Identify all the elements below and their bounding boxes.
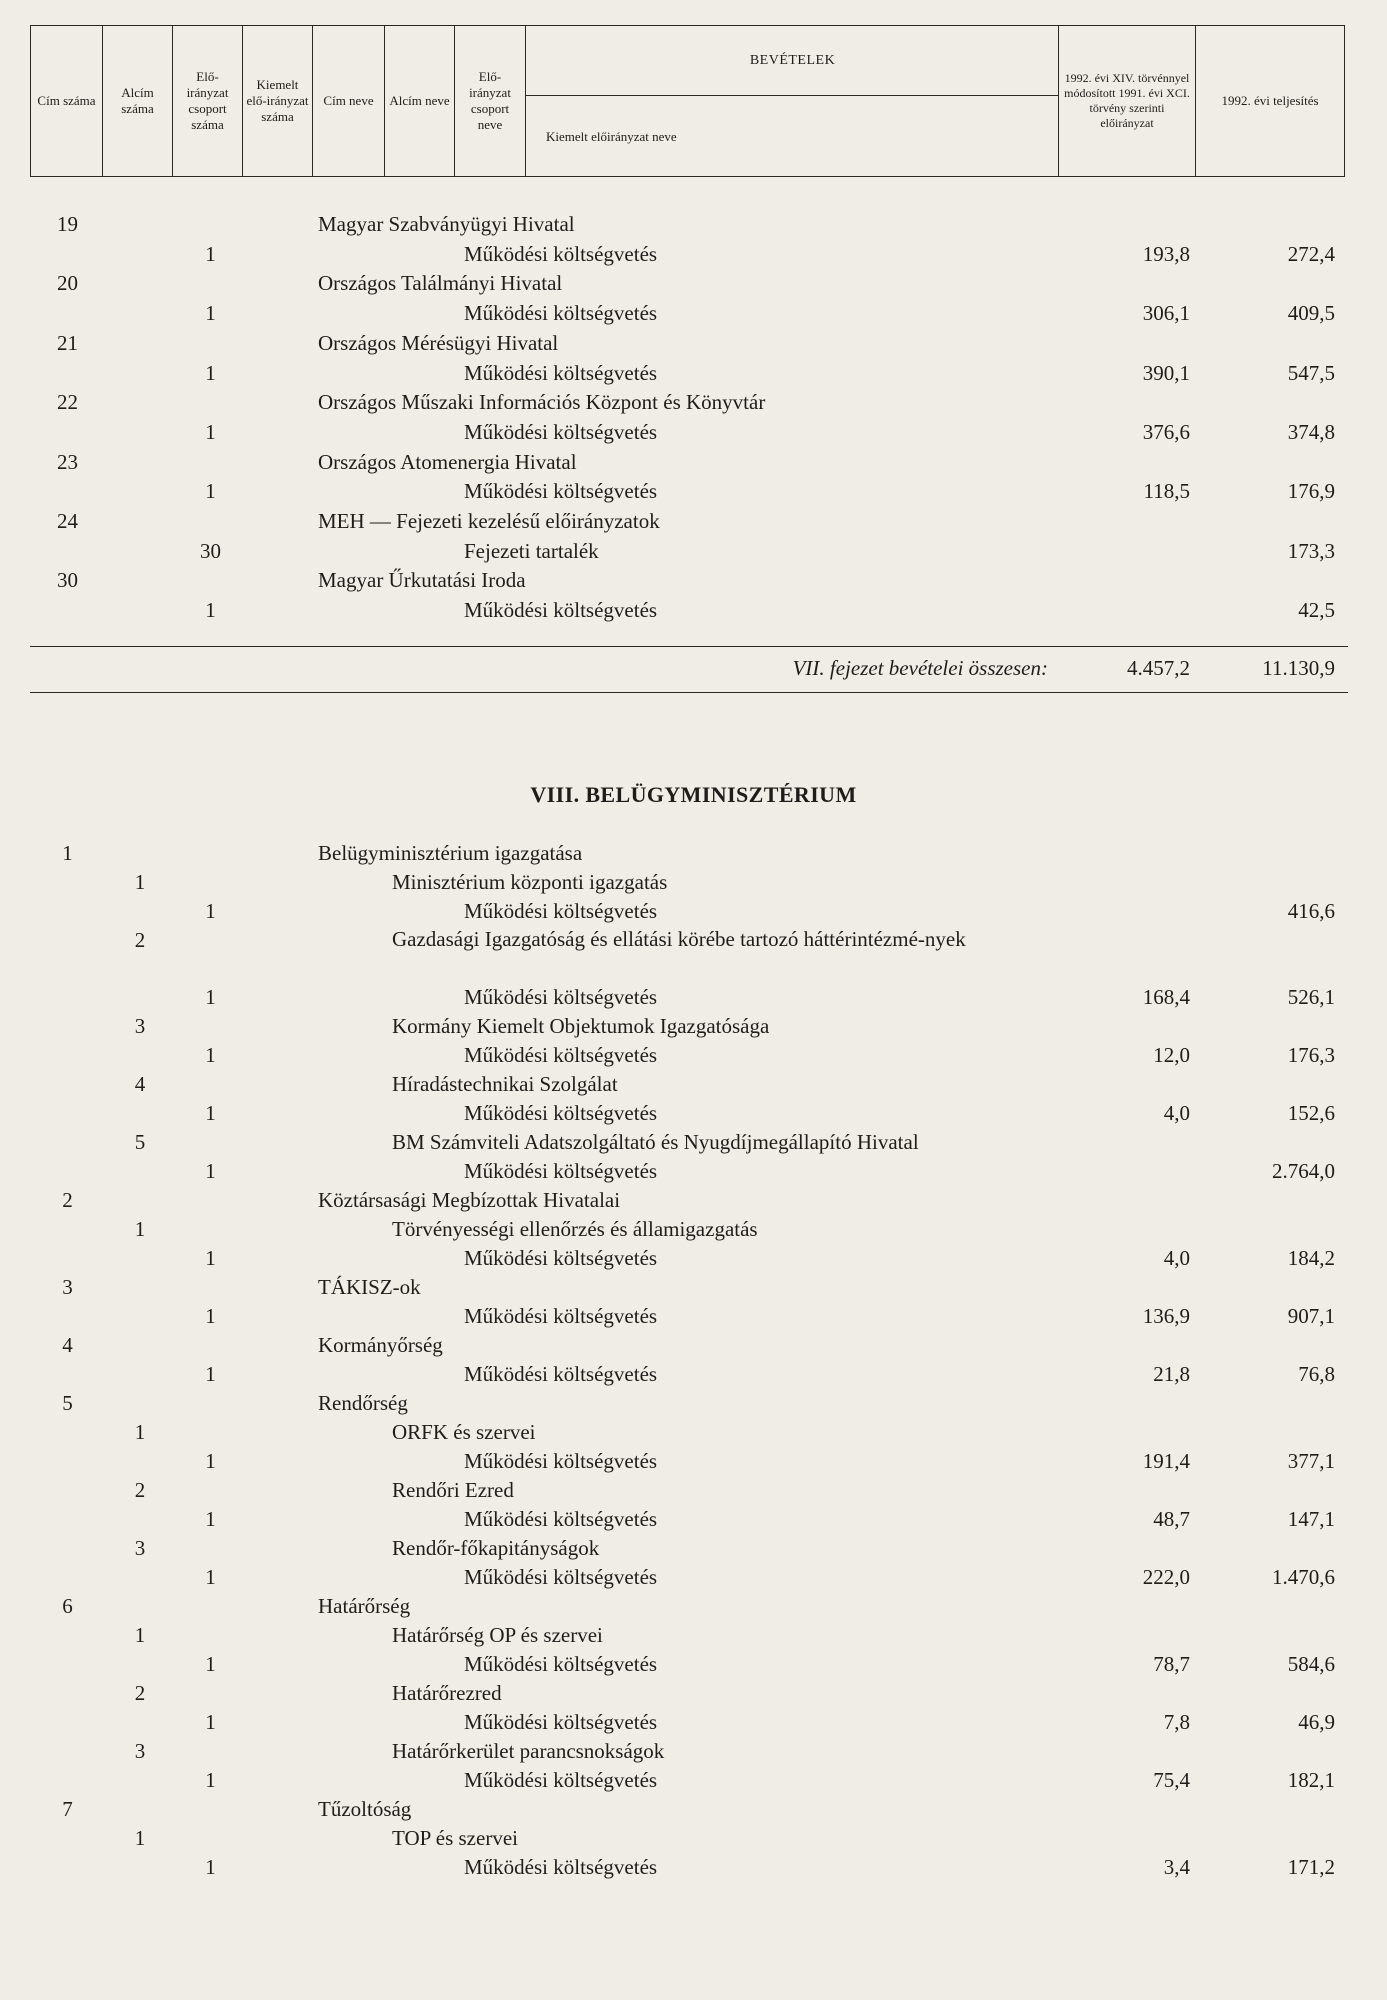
eloiranyzat-csoport-szama: 1	[205, 301, 216, 326]
table-row	[0, 239, 1387, 269]
table-row	[0, 1272, 1387, 1302]
table-row	[0, 565, 1387, 595]
row-name: Működési költségvetés	[464, 1304, 658, 1328]
table-row	[0, 1678, 1387, 1708]
teljesites-value: 182,1	[1287, 1768, 1335, 1792]
row-name: Működési költségvetés	[464, 1710, 658, 1734]
row-name: Működési költségvetés	[464, 1449, 658, 1473]
table-row	[0, 896, 1387, 926]
teljesites-value: 1.470,6	[1272, 1565, 1335, 1589]
table-row	[0, 1011, 1387, 1041]
row-name: Rendőr-főkapitányságok	[392, 1536, 600, 1560]
eloiranyzat-csoport-szama: 1	[205, 598, 216, 623]
table-row	[0, 982, 1387, 1012]
eloiranyzat-csoport-szama: 1	[205, 1652, 216, 1676]
header-kiemelt-eloiranyzat-neve: Kiemelt előirányzat neve	[546, 128, 677, 144]
eloiranyzat-value: 376,6	[1142, 419, 1190, 444]
table-row	[0, 1852, 1387, 1882]
cim-szama: 5	[62, 1391, 73, 1415]
table-row	[0, 387, 1387, 417]
row-name: Rendőri Ezred	[392, 1478, 514, 1502]
cim-szama: 24	[57, 509, 78, 533]
table-row	[0, 209, 1387, 239]
row-name: Határőrség OP és szervei	[392, 1623, 603, 1647]
alcim-szama: 2	[134, 928, 146, 952]
row-name: Híradástechnikai Szolgálat	[392, 1072, 618, 1096]
eloiranyzat-csoport-szama: 1	[205, 1159, 216, 1183]
table-row	[0, 536, 1387, 566]
teljesites-value: 584,6	[1287, 1652, 1335, 1676]
row-name: Működési költségvetés	[464, 301, 658, 326]
teljesites-value: 176,9	[1287, 479, 1335, 504]
header-teljesites-1992: 1992. évi teljesítés	[1221, 92, 1319, 108]
eloiranyzat-csoport-szama: 1	[205, 1246, 216, 1270]
row-name: Tűzoltóság	[318, 1797, 412, 1821]
cim-szama: 6	[62, 1594, 73, 1618]
alcim-szama: 1	[134, 1217, 146, 1241]
eloiranyzat-value: 21,8	[1153, 1362, 1190, 1386]
section-title: VIII. BELÜGYMINISZTÉRIUM	[530, 782, 857, 807]
row-name: Határőrkerület parancsnokságok	[392, 1739, 665, 1763]
header-alcim-neve: Alcím neve	[385, 26, 455, 176]
table-row	[0, 1765, 1387, 1795]
table-row	[0, 1504, 1387, 1534]
row-name: BM Számviteli Adatszolgáltató és Nyugdíjmegállapító Hivatal	[392, 1130, 919, 1154]
table-row	[0, 1185, 1387, 1215]
row-name: Határőrezred	[392, 1681, 502, 1705]
table-row	[0, 1446, 1387, 1476]
eloiranyzat-csoport-szama: 1	[205, 1710, 216, 1734]
table-row	[0, 298, 1387, 328]
header-eloiranyzat-1992: 1992. évi XIV. törvénnyel módosított 1991. évi XCI. törvény szerinti előirányzat	[1059, 26, 1196, 176]
table-row	[0, 838, 1387, 868]
cim-szama: 3	[62, 1275, 73, 1299]
row-name: Magyar Szabványügyi Hivatal	[318, 212, 575, 236]
eloiranyzat-value: 222,0	[1142, 1565, 1190, 1589]
eloiranyzat-value: 193,8	[1142, 241, 1190, 266]
header-bevetelek: BEVÉTELEK	[526, 26, 1059, 96]
teljesites-value: 173,3	[1287, 538, 1335, 563]
cim-szama: 7	[62, 1797, 73, 1821]
eloiranyzat-csoport-szama: 1	[205, 1565, 216, 1589]
row-name: Rendőrség	[318, 1391, 408, 1415]
eloiranyzat-csoport-szama: 1	[205, 985, 216, 1009]
cim-szama: 2	[62, 1188, 73, 1212]
table-row	[0, 1591, 1387, 1621]
teljesites-value: 526,1	[1287, 985, 1335, 1009]
row-name: Működési költségvetés	[464, 1855, 658, 1879]
row-name: Országos Műszaki Információs Központ és Könyvtár	[318, 390, 766, 415]
row-name: Működési költségvetés	[464, 1768, 658, 1792]
teljesites-value: 42,5	[1298, 598, 1335, 623]
eloiranyzat-value: 75,4	[1153, 1768, 1190, 1792]
teljesites-value: 171,2	[1287, 1855, 1335, 1879]
table-row	[0, 1214, 1387, 1244]
table-row	[0, 506, 1387, 536]
alcim-szama: 3	[134, 1739, 146, 1763]
table-row	[0, 328, 1387, 358]
table-row	[0, 1388, 1387, 1418]
cim-szama: 4	[62, 1333, 73, 1357]
table-row	[0, 925, 1387, 955]
cim-szama: 20	[57, 271, 78, 296]
cim-szama: 23	[57, 449, 78, 474]
eloiranyzat-value: 118,5	[1143, 479, 1190, 504]
eloiranyzat-value: 390,1	[1142, 360, 1190, 385]
row-name: Minisztérium központi igazgatás	[392, 870, 668, 894]
row-name: Törvényességi ellenőrzés és államigazgatás	[392, 1217, 758, 1241]
teljesites-value: 184,2	[1287, 1246, 1335, 1270]
row-name: Működési költségvetés	[464, 1101, 658, 1125]
table-row	[0, 1562, 1387, 1592]
alcim-szama: 4	[134, 1072, 146, 1096]
eloiranyzat-value: 306,1	[1142, 301, 1190, 326]
table-row	[0, 1736, 1387, 1766]
eloiranyzat-csoport-szama: 1	[205, 241, 216, 266]
eloiranyzat-csoport-szama: 1	[205, 1362, 216, 1386]
eloiranyzat-csoport-szama: 30	[200, 538, 221, 563]
alcim-szama: 1	[134, 1623, 146, 1647]
row-name: TÁKISZ-ok	[318, 1275, 421, 1299]
row-name: Működési költségvetés	[464, 1159, 658, 1183]
header-kiemelt-eloiranyzat-szama: Kiemelt elő-irányzat száma	[243, 26, 313, 176]
row-name: Működési költségvetés	[464, 899, 658, 923]
table-row	[0, 268, 1387, 298]
row-name: Köztársasági Megbízottak Hivatalai	[318, 1188, 621, 1212]
table-row	[0, 867, 1387, 897]
teljesites-value: 409,5	[1287, 301, 1335, 326]
row-name: Működési költségvetés	[464, 360, 658, 385]
alcim-szama: 2	[134, 1681, 146, 1705]
teljesites-value: 2.764,0	[1272, 1159, 1335, 1183]
table-row	[0, 1040, 1387, 1070]
alcim-szama: 1	[134, 870, 146, 894]
row-name: Gazdasági Igazgatóság és ellátási körébe tartozó háttérintézmé-nyek	[392, 927, 966, 951]
table-row	[0, 1475, 1387, 1505]
table-row	[0, 1301, 1387, 1331]
eloiranyzat-csoport-szama: 1	[205, 899, 216, 923]
table-row	[0, 1069, 1387, 1099]
row-name: Országos Atomenergia Hivatal	[318, 449, 577, 474]
eloiranyzat-value: 12,0	[1153, 1043, 1190, 1067]
eloiranyzat-value: 191,4	[1142, 1449, 1190, 1473]
total-label: VII. fejezet bevételei összesen:	[792, 656, 1048, 680]
row-name: Kormányőrség	[318, 1333, 443, 1357]
teljesites-value: 46,9	[1298, 1710, 1335, 1734]
row-name: Belügyminisztérium igazgatása	[318, 841, 583, 865]
row-name: Magyar Űrkutatási Iroda	[318, 568, 526, 593]
table-row	[0, 358, 1387, 388]
row-name: Határőrség	[318, 1594, 411, 1618]
row-name: Működési költségvetés	[464, 1652, 658, 1676]
table-row	[0, 1823, 1387, 1853]
row-name: Országos Találmányi Hivatal	[318, 271, 563, 296]
alcim-szama: 1	[134, 1826, 146, 1850]
eloiranyzat-value: 7,8	[1163, 1710, 1190, 1734]
row-name: Működési költségvetés	[464, 1565, 658, 1589]
table-row	[0, 476, 1387, 506]
cim-szama: 19	[57, 212, 78, 236]
teljesites-value: 147,1	[1287, 1507, 1335, 1531]
chapter-7-total-row	[0, 653, 1387, 683]
table-row	[0, 1330, 1387, 1360]
teljesites-value: 907,1	[1287, 1304, 1335, 1328]
table-row	[0, 1649, 1387, 1679]
total-eloiranyzat: 4.457,2	[1127, 656, 1190, 680]
table-header	[30, 25, 1345, 177]
eloiranyzat-csoport-szama: 1	[205, 360, 216, 385]
header-eloiranyzat-csoport-neve: Elő-irányzat csoport neve	[455, 26, 526, 176]
table-row	[0, 1156, 1387, 1186]
alcim-szama: 1	[134, 1420, 146, 1444]
eloiranyzat-csoport-szama: 1	[205, 1449, 216, 1473]
teljesites-value: 374,8	[1287, 419, 1335, 444]
eloiranyzat-value: 136,9	[1142, 1304, 1190, 1328]
cim-szama: 22	[57, 390, 78, 415]
row-name: Működési költségvetés	[464, 1362, 658, 1386]
table-row	[0, 1533, 1387, 1563]
teljesites-value: 416,6	[1287, 899, 1335, 923]
cim-szama: 30	[57, 568, 78, 593]
table-row	[0, 1359, 1387, 1389]
eloiranyzat-value: 78,7	[1153, 1652, 1190, 1676]
row-name: Működési költségvetés	[464, 1043, 658, 1067]
row-name: Működési költségvetés	[464, 241, 658, 266]
header-cim-szama: Cím száma	[31, 26, 103, 176]
row-name: Működési költségvetés	[464, 419, 658, 444]
eloiranyzat-value: 168,4	[1142, 985, 1190, 1009]
eloiranyzat-csoport-szama: 1	[205, 1507, 216, 1531]
row-name: MEH — Fejezeti kezelésű előirányzatok	[318, 509, 660, 533]
row-name: Működési költségvetés	[464, 598, 658, 623]
header-eloiranyzat-csoport-szama: Elő-irányzat csoport száma	[173, 26, 243, 176]
table-row	[0, 1417, 1387, 1447]
table-row	[0, 1127, 1387, 1157]
total-rule-bottom	[30, 692, 1348, 693]
row-name: Működési költségvetés	[464, 1507, 658, 1531]
table-row	[0, 1098, 1387, 1128]
eloiranyzat-csoport-szama: 1	[205, 479, 216, 504]
eloiranyzat-csoport-szama: 1	[205, 1768, 216, 1792]
row-name: TOP és szervei	[392, 1826, 518, 1850]
table-row	[0, 1620, 1387, 1650]
teljesites-value: 176,3	[1287, 1043, 1335, 1067]
alcim-szama: 3	[134, 1536, 146, 1560]
header-alcim-szama: Alcím száma	[103, 26, 173, 176]
total-rule-top	[30, 646, 1348, 647]
alcim-szama: 3	[134, 1014, 146, 1038]
eloiranyzat-csoport-szama: 1	[205, 1855, 216, 1879]
teljesites-value: 272,4	[1287, 241, 1335, 266]
table-row	[0, 1243, 1387, 1273]
total-teljesites: 11.130,9	[1262, 656, 1335, 680]
cim-szama: 1	[62, 841, 73, 865]
teljesites-value: 377,1	[1287, 1449, 1335, 1473]
teljesites-value: 152,6	[1287, 1101, 1335, 1125]
row-name: Fejezeti tartalék	[464, 538, 599, 563]
eloiranyzat-csoport-szama: 1	[205, 1043, 216, 1067]
row-name: Működési költségvetés	[464, 479, 658, 504]
alcim-szama: 2	[134, 1478, 146, 1502]
teljesites-value: 547,5	[1287, 360, 1335, 385]
row-name: Országos Mérésügyi Hivatal	[318, 330, 559, 355]
row-name: Kormány Kiemelt Objektumok Igazgatósága	[392, 1014, 770, 1038]
row-name: Működési költségvetés	[464, 985, 658, 1009]
header-cim-neve: Cím neve	[313, 26, 385, 176]
eloiranyzat-value: 4,0	[1163, 1246, 1190, 1270]
alcim-szama: 5	[134, 1130, 146, 1154]
eloiranyzat-csoport-szama: 1	[205, 1304, 216, 1328]
eloiranyzat-csoport-szama: 1	[205, 419, 216, 444]
table-row	[0, 447, 1387, 477]
teljesites-value: 76,8	[1298, 1362, 1335, 1386]
table-row	[0, 1794, 1387, 1824]
table-row	[0, 417, 1387, 447]
eloiranyzat-csoport-szama: 1	[205, 1101, 216, 1125]
table-row	[0, 1707, 1387, 1737]
cim-szama: 21	[57, 330, 78, 355]
eloiranyzat-value: 48,7	[1153, 1507, 1190, 1531]
row-name: Működési költségvetés	[464, 1246, 658, 1270]
eloiranyzat-value: 4,0	[1163, 1101, 1190, 1125]
row-name: ORFK és szervei	[392, 1420, 536, 1444]
table-row	[0, 595, 1387, 625]
eloiranyzat-value: 3,4	[1163, 1855, 1190, 1879]
